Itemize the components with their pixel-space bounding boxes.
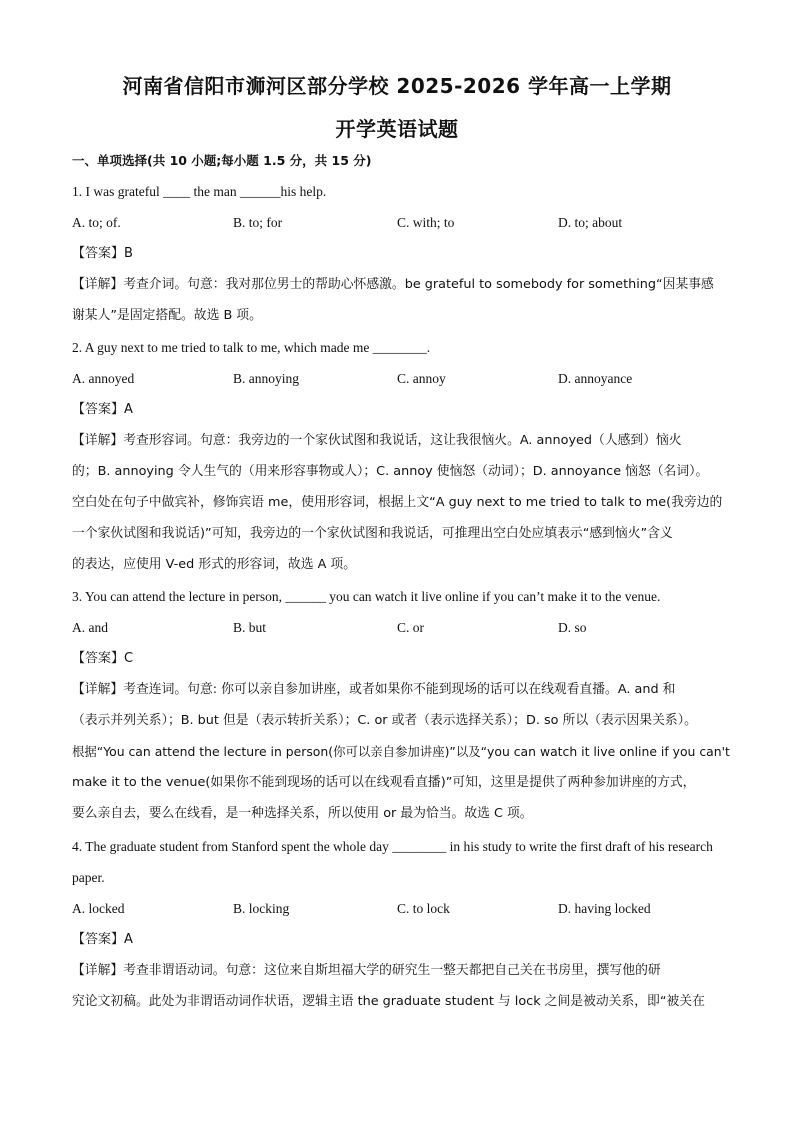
question-3-option-a: A. and: [72, 620, 108, 635]
question-2-answer: 【答案】A: [72, 402, 133, 417]
question-2-option-b: B. annoying: [233, 371, 299, 386]
question-1-option-d: D. to; about: [558, 215, 623, 230]
question-2-detail-line: 空白处在句子中做宾补，修饰宾语 me，使用形容词，根据上文“A guy next to me tried to talk to me(我旁边的: [72, 495, 723, 510]
question-2-detail-line: 的；B. annoying 令人生气的（用来形容事物或人）；C. annoy 使恼怒（动词）；D. annoyance 恼怒（名词）。: [72, 464, 709, 479]
section-heading: 一、单项选择(共 10 小题;每小题 1.5 分，共 15 分): [72, 153, 372, 168]
question-2-stem: 2. A guy next to me tried to talk to me, which made me ________.: [72, 340, 431, 355]
question-1-detail-line: 谢某人”是固定搭配。故选 B 项。: [72, 308, 262, 323]
question-3-detail-line: make it to the venue(如果你不能到现场的话可以在线观看直播)”可知，这里是提供了两种参加讲座的方式，: [72, 775, 696, 790]
question-3-option-b: B. but: [233, 620, 267, 635]
question-3-stem: 3. You can attend the lecture in person, ______ you can watch it live online if you can’t make it to the venue.: [72, 589, 661, 604]
question-2-option-a: A. annoyed: [72, 371, 135, 386]
question-3-detail-line: 【详解】考查连词。句意: 你可以亲自参加讲座，或者如果你不能到现场的话可以在线观看直播。A. and 和: [72, 682, 676, 697]
question-1-option-b: B. to; for: [233, 215, 283, 230]
question-1-stem: 1. I was grateful ____ the man ______his help.: [72, 184, 327, 199]
question-3-detail-line: 要么亲自去，要么在线看，是一种选择关系，所以使用 or 最为恰当。故选 C 项。: [72, 806, 533, 821]
question-2-option-c: C. annoy: [397, 371, 446, 386]
question-1-option-c: C. with; to: [397, 215, 455, 230]
page-title: 河南省信阳市浉河区部分学校 2025-2026 学年高一上学期: [122, 74, 672, 98]
question-3-detail-line: 根据“You can attend the lecture in person(你可以亲自参加讲座)”以及“you can watch it live online if you can't: [72, 744, 730, 759]
question-2-detail-line: 一个家伙试图和我说话)”可知，我旁边的一个家伙试图和我说话，可推理出空白处应填表示“感到恼火”含义: [72, 526, 673, 541]
question-4-stem: 4. The graduate student from Stanford spent the whole day ________ in his study to write the first draft of his research: [72, 839, 713, 854]
question-3-detail-line: （表示并列关系）；B. but 但是（表示转折关系）；C. or 或者（表示选择关系）；D. so 所以（表示因果关系）。: [72, 713, 697, 728]
question-3-option-c: C. or: [397, 620, 424, 635]
question-2-detail-line: 的表达，应使用 V-ed 形式的形容词，故选 A 项。: [72, 557, 356, 572]
page-subtitle: 开学英语试题: [335, 117, 459, 141]
question-4-option-b: B. locking: [233, 901, 290, 916]
question-4-option-a: A. locked: [72, 901, 125, 916]
question-2-detail-line: 【详解】考查形容词。句意：我旁边的一个家伙试图和我说话，这让我很恼火。A. annoyed（人感到）恼火: [72, 433, 682, 448]
question-4-stem: paper.: [72, 870, 105, 885]
question-1-option-a: A. to; of.: [72, 215, 121, 230]
question-4-detail-line: 究论文初稿。此处为非谓语动词作状语，逻辑主语 the graduate student 与 lock 之间是被动关系，即“被关在: [72, 994, 705, 1009]
question-4-answer: 【答案】A: [72, 932, 133, 947]
question-4-option-c: C. to lock: [397, 901, 450, 916]
question-2-option-d: D. annoyance: [558, 371, 633, 386]
question-1-answer: 【答案】B: [72, 246, 133, 261]
question-4-detail-line: 【详解】考查非谓语动词。句意：这位来自斯坦福大学的研究生一整天都把自己关在书房里，撰写他的研: [72, 963, 661, 978]
question-4-option-d: D. having locked: [558, 901, 651, 916]
question-3-answer: 【答案】C: [72, 651, 134, 666]
question-3-option-d: D. so: [558, 620, 587, 635]
question-1-detail-line: 【详解】考查介词。句意：我对那位男士的帮助心怀感激。be grateful to somebody for something“因某事感: [72, 277, 714, 292]
